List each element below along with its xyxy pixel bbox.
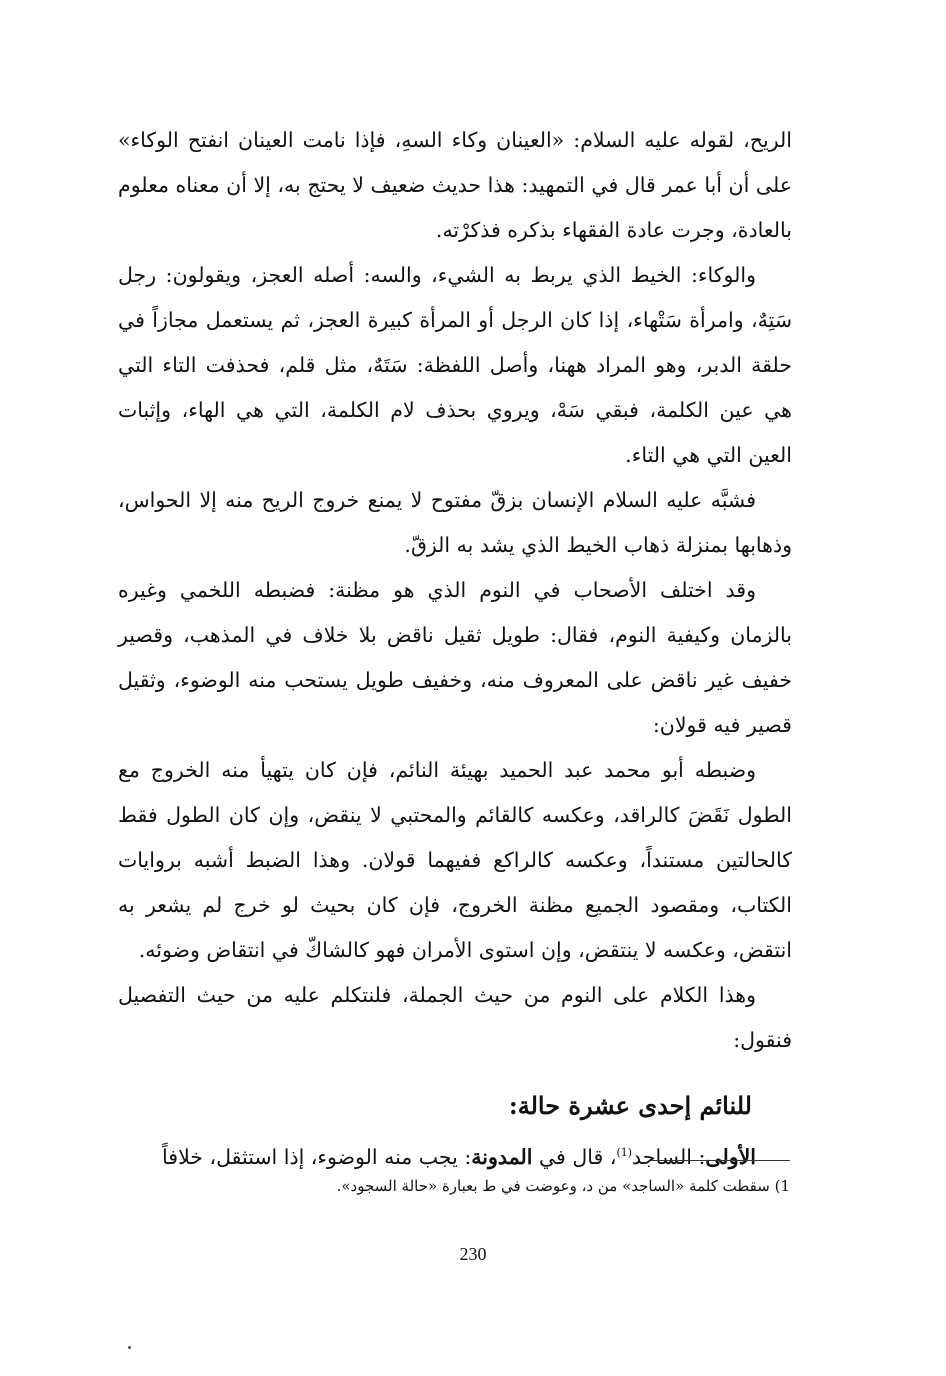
paragraph-4: وقد اختلف الأصحاب في النوم الذي هو مظنة: فضبطه اللخمي وغيره بالزمان وكيفية النوم، فقال: طويل ثقيل ناقض بلا خلاف في المذهب، وقصير خفيف غير ناقض على المعروف منه، وخفيف طويل يستحب منه الوضوء، وثقيل قصير فيه قولان:	[118, 578, 792, 737]
paragraph-1: الريح، لقوله عليه السلام: «العينان وكاء السهِ، فإذا نامت العينان انفتح الوكاء» على أن أبا عمر قال في التمهيد: هذا حديث ضعيف لا يحتج به، إلا أن معناه معلوم بالعادة، وجرت عادة الفقهاء بذكره فذكرْته.	[118, 128, 792, 242]
section-heading: للنائم إحدى عشرة حالة:	[508, 1091, 752, 1120]
footnote-divider	[650, 1160, 790, 1161]
scan-speck	[128, 1346, 131, 1349]
paragraph-2: والوكاء: الخيط الذي يربط به الشيء، والسه: أصله العجز، ويقولون: رجل سَتِهٌ، وامرأة سَتْهاء، إذا كان الرجل أو المرأة كبيرة العجز، ثم يستعمل مجازاً في حلقة الدبر، وهو المراد ههنا، وأصل اللفظة: سَتَهٌ، مثل قلم، فحذفت التاء التي هي عين الكلمة، فبقي سَهْ، ويروي بحذف لام الكلمة، التي هي الهاء، وإثبات العين التي هي التاء.	[118, 263, 792, 467]
paragraph-7-text-1: : الساجد	[632, 1145, 706, 1169]
paragraph-7-text-2: ، قال في	[532, 1145, 617, 1169]
paragraph-6: وهذا الكلام على النوم من حيث الجملة، فلنتكلم عليه من حيث التفصيل فنقول:	[118, 983, 792, 1052]
paragraph-7-text-3: : يجب منه الوضوء، إذا استثقل، خلافاً	[162, 1145, 472, 1169]
footnote-marker: (1)	[616, 1146, 633, 1160]
page-number: 230	[459, 1244, 487, 1264]
item-label-first: الأولى	[705, 1145, 756, 1169]
paragraph-3: فشبَّه عليه السلام الإنسان بزقّ مفتوح لا يمنع خروج الريح منه إلا الحواس، وذهابها بمنزلة ذهاب الخيط الذي يشد به الزقّ.	[118, 488, 792, 557]
page-body	[118, 118, 792, 1180]
paragraph-5: وضبطه أبو محمد عبد الحميد بهيئة النائم، فإن كان يتهيأ منه الخروج مع الطول نَقَضَ كالراقد، وعكسه كالقائم والمحتبي لا ينقض، وإن كان الطول فقط كالحالتين مستنداً، وعكسه كالراكع ففيهما قولان. وهذا الضبط أشبه بروايات الكتاب، ومقصود الجميع مظنة الخروج، فإن كان بحيث لو خرج لم يشعر به انتقض، وعكسه لا ينتقض، وإن استوى الأمران فهو كالشاكّ في انتقاض وضوئه.	[118, 758, 792, 962]
footnote: 1) سقطت كلمة «الساجد» من د، وعوضت في ط بعبارة «حالة السجود».	[336, 1177, 790, 1195]
source-name-mudawwana: المدونة	[471, 1145, 533, 1169]
